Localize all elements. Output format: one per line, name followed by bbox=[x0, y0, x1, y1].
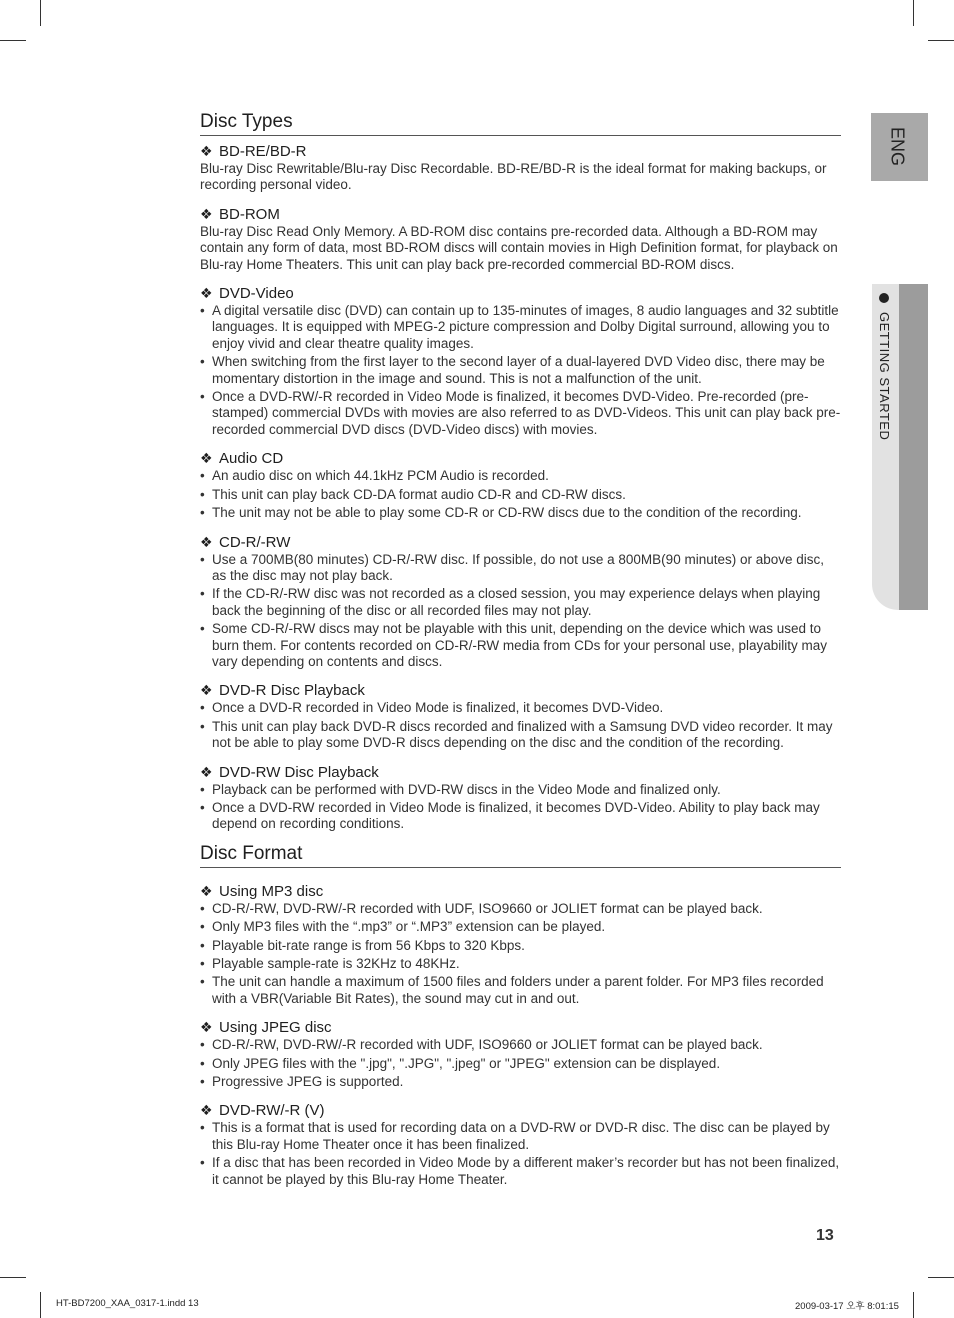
subsection-heading bbox=[200, 1101, 841, 1120]
subsection bbox=[200, 882, 841, 1007]
subsection-heading bbox=[200, 142, 841, 161]
subsection-list bbox=[200, 142, 841, 833]
subsection-paragraph: Blu-ray Disc Rewritable/Blu-ray Disc Recordable. BD-RE/BD-R is the ideal format for making backups, or recording personal video. bbox=[200, 161, 827, 193]
subsection bbox=[200, 205, 841, 273]
crop-mark bbox=[928, 1277, 954, 1278]
subsection-heading bbox=[200, 449, 841, 468]
bullet-item: • Playable bit-rate range is from 56 Kbps to 320 Kbps. bbox=[200, 938, 841, 954]
subsection-heading-text: Using MP3 disc bbox=[219, 882, 324, 900]
bullet-item: • Playback can be performed with DVD-RW discs in the Video Mode and finalized only. bbox=[200, 782, 841, 798]
subsection-heading-text: DVD-RW Disc Playback bbox=[219, 763, 379, 781]
diamond-bullet-icon: ❖ bbox=[200, 143, 213, 159]
bullet-item: • Progressive JPEG is supported. bbox=[200, 1074, 841, 1090]
language-label: ENG bbox=[887, 126, 908, 166]
section-label: GETTING STARTED bbox=[877, 312, 892, 441]
bullet-item: • This unit can play back DVD-R discs recorded and finalized with a Samsung DVD video recorder. It may not be able to play some DVD-R discs depending on the disc and the condition of the recording. bbox=[200, 719, 841, 752]
diamond-bullet-icon: ❖ bbox=[200, 882, 213, 899]
subsection-heading bbox=[200, 763, 841, 782]
footer-filename: HT-BD7200_XAA_0317-1.indd 13 bbox=[56, 1298, 199, 1309]
subsection-heading bbox=[200, 882, 841, 901]
page-number: 13 bbox=[816, 1227, 834, 1244]
bullet-list bbox=[200, 901, 841, 1007]
crop-mark bbox=[40, 0, 41, 26]
subsection-heading bbox=[200, 1018, 841, 1037]
crop-mark bbox=[913, 1292, 914, 1318]
subsection-heading bbox=[200, 681, 841, 700]
subsection bbox=[200, 533, 841, 671]
bullet-item: • Playable sample-rate is 32KHz to 48KHz. bbox=[200, 956, 841, 972]
subsection-list bbox=[200, 882, 841, 1188]
subsection bbox=[200, 284, 841, 438]
section-bullet-icon bbox=[879, 293, 889, 303]
diamond-bullet-icon: ❖ bbox=[200, 533, 213, 550]
crop-mark bbox=[0, 40, 26, 41]
main-content bbox=[200, 110, 841, 1190]
bullet-item: • If the CD-R/-RW disc was not recorded as a closed session, you may experience delays when playing back the beginning of the disc or all recorded files may not play. bbox=[200, 586, 841, 619]
bullet-item: • This is a format that is used for recording data on a DVD-RW or DVD-R disc. The disc can be played by this Blu-ray Home Theater once it has been finalized. bbox=[200, 1120, 841, 1153]
bullet-item: • An audio disc on which 44.1kHz PCM Audio is recorded. bbox=[200, 468, 841, 484]
subsection-heading bbox=[200, 284, 841, 303]
subsection bbox=[200, 1101, 841, 1188]
subsection-heading-text: Audio CD bbox=[219, 450, 284, 468]
diamond-bullet-icon: ❖ bbox=[200, 205, 213, 222]
subsection-heading-text: Using JPEG disc bbox=[219, 1019, 332, 1037]
bullet-item: • Use a 700MB(80 minutes) CD-R/-RW disc. If possible, do not use a 800MB(90 minutes) or above disc, as the disc may not play back. bbox=[200, 552, 841, 585]
section-strip-dark bbox=[899, 284, 928, 610]
subsection-paragraph: Blu-ray Disc Read Only Memory. A BD-ROM disc contains pre-recorded data. Although a BD-ROM may contain any form of data, most BD-ROM discs will contain movies in High Definition format, for playback on Blu-ray Home Theaters. This unit can play back pre-recorded commercial BD-ROM discs. bbox=[200, 223, 838, 272]
subsection-heading-text: DVD-RW/-R (V) bbox=[219, 1102, 325, 1120]
bullet-list bbox=[200, 700, 841, 751]
diamond-bullet-icon: ❖ bbox=[200, 763, 213, 780]
subsection-heading-text: BD-RE/BD-R bbox=[219, 143, 307, 160]
diamond-bullet-icon: ❖ bbox=[200, 1102, 213, 1119]
bullet-item: • When switching from the first layer to the second layer of a dual-layered DVD Video disc, there may be momentary distortion in the image and sound. This is not a malfunction of the unit. bbox=[200, 354, 841, 387]
bullet-item: • Only MP3 files with the “.mp3” or “.MP3” extension can be played. bbox=[200, 919, 841, 935]
bullet-list bbox=[200, 468, 841, 521]
bullet-item: • This unit can play back CD-DA format audio CD-R and CD-RW discs. bbox=[200, 487, 841, 503]
crop-mark bbox=[928, 40, 954, 41]
crop-mark bbox=[40, 1292, 41, 1318]
bullet-item: • Once a DVD-R recorded in Video Mode is finalized, it becomes DVD-Video. bbox=[200, 700, 841, 716]
bullet-list bbox=[200, 782, 841, 833]
diamond-bullet-icon: ❖ bbox=[200, 285, 213, 302]
bullet-list bbox=[200, 1037, 841, 1090]
bullet-item: • If a disc that has been recorded in Video Mode by a different maker’s recorder but has not been finalized, it cannot be played by this Blu-ray Home Theater. bbox=[200, 1155, 841, 1188]
subsection bbox=[200, 763, 841, 833]
subsection bbox=[200, 142, 841, 194]
crop-mark bbox=[0, 1277, 26, 1278]
subsection-heading-text: DVD-R Disc Playback bbox=[219, 682, 365, 700]
section-title: Disc Types bbox=[200, 110, 841, 136]
bullet-item: • A digital versatile disc (DVD) can contain up to 135-minutes of images, 8 audio languages and 32 subtitle languages. It is equipped with MPEG-2 picture compression and Dolby Digital surround, allowing you to enjoy vivid and clear theatre quality images. bbox=[200, 303, 841, 352]
bullet-item: • CD-R/-RW, DVD-RW/-R recorded with UDF, ISO9660 or JOLIET format can be played back. bbox=[200, 901, 841, 917]
subsection bbox=[200, 449, 841, 521]
bullet-item: • CD-R/-RW, DVD-RW/-R recorded with UDF, ISO9660 or JOLIET format can be played back. bbox=[200, 1037, 841, 1053]
subsection bbox=[200, 681, 841, 751]
bullet-list bbox=[200, 303, 841, 438]
crop-mark bbox=[913, 0, 914, 26]
subsection bbox=[200, 1018, 841, 1090]
subsection-heading bbox=[200, 533, 841, 552]
bullet-list bbox=[200, 1120, 841, 1188]
bullet-item: • The unit can handle a maximum of 1500 files and folders under a parent folder. For MP3 files recorded with a VBR(Variable Bit Rates), the sound may cut in and out. bbox=[200, 974, 841, 1007]
bullet-item: • Once a DVD-RW recorded in Video Mode is finalized, it becomes DVD-Video. Ability to play back may depend on recording conditions. bbox=[200, 800, 841, 833]
bullet-item: • Once a DVD-RW/-R recorded in Video Mode is finalized, it becomes DVD-Video. Pre-recorded (pre-stamped) commercial DVDs with movies are also referred to as DVD-Videos. This unit can play back pre-recorded commercial DVD discs (DVD-Video discs) with movies. bbox=[200, 389, 841, 438]
diamond-bullet-icon: ❖ bbox=[200, 1019, 213, 1036]
subsection-heading-text: CD-R/-RW bbox=[219, 533, 291, 551]
bullet-item: • Some CD-R/-RW discs may not be playable with this unit, depending on the device which was used to burn them. For contents recorded on CD-R/-RW media from CDs for your personal use, playability may vary depending on contents and discs. bbox=[200, 621, 841, 670]
diamond-bullet-icon: ❖ bbox=[200, 682, 213, 699]
bullet-item: • Only JPEG files with the ".jpg", ".JPG", ".jpeg" or "JPEG" extension can be displayed. bbox=[200, 1056, 841, 1072]
subsection-heading-text: BD-ROM bbox=[219, 205, 280, 223]
diamond-bullet-icon: ❖ bbox=[200, 450, 213, 467]
subsection-heading bbox=[200, 205, 841, 224]
subsection-heading-text: DVD-Video bbox=[219, 285, 294, 303]
section-title: Disc Format bbox=[200, 842, 841, 868]
bullet-list bbox=[200, 552, 841, 671]
footer-date: 2009-03-17 오후 8:01:15 bbox=[795, 1301, 899, 1312]
bullet-item: • The unit may not be able to play some CD-R or CD-RW discs due to the condition of the recording. bbox=[200, 505, 841, 521]
